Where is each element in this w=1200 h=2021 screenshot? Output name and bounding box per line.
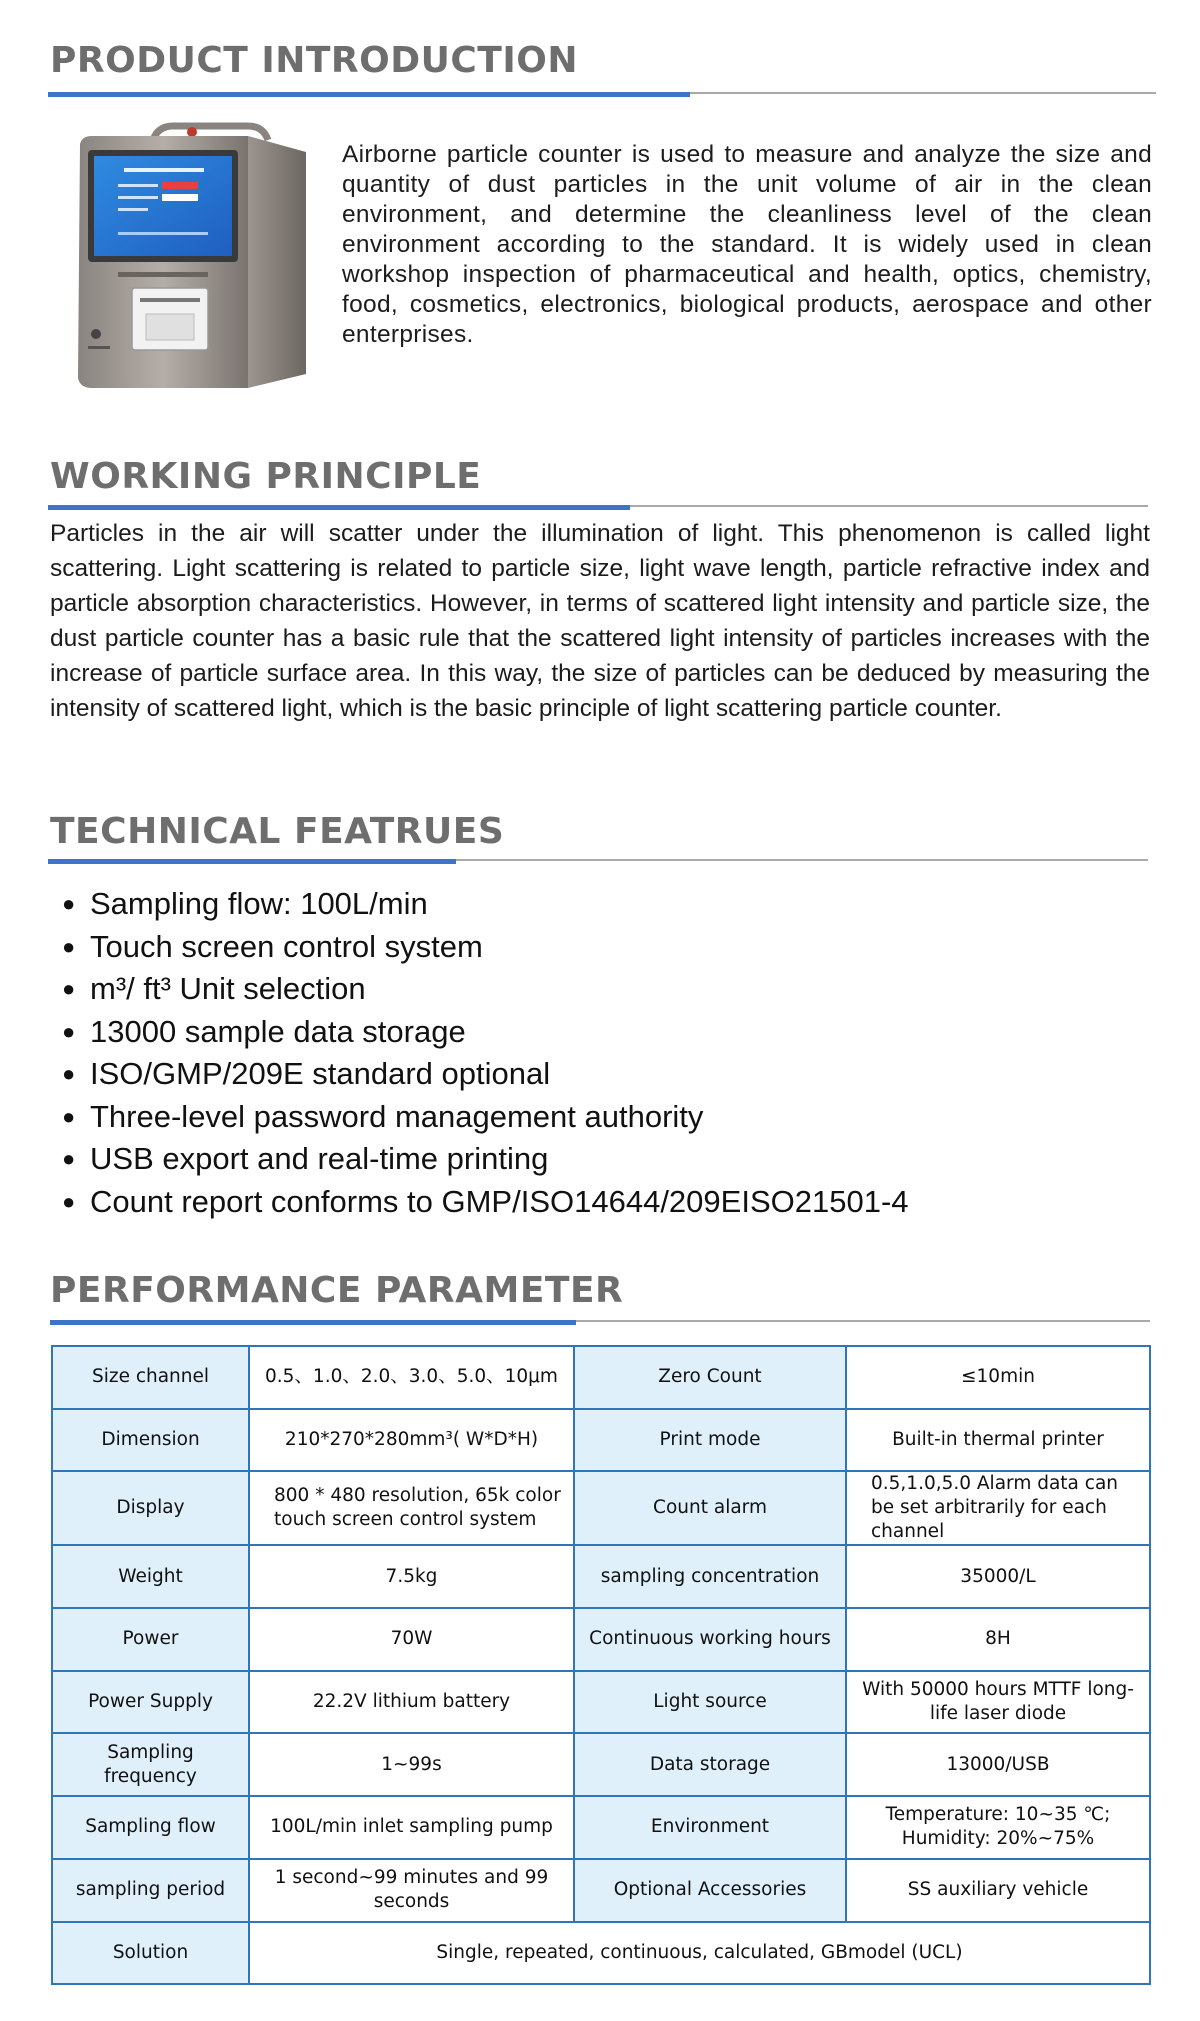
param-value-cell: SS auxiliary vehicle — [846, 1859, 1150, 1922]
feature-text: Touch screen control system — [90, 928, 483, 964]
param-label-cell: Size channel — [52, 1346, 249, 1409]
performance-divider-accent — [50, 1320, 576, 1325]
feature-text: Three-level password management authority — [90, 1098, 704, 1134]
performance-section-title: PERFORMANCE PARAMETER — [50, 1270, 624, 1311]
param-label-cell: Light source — [574, 1671, 846, 1734]
table-row — [52, 1671, 1150, 1734]
param-label-cell: Weight — [52, 1545, 249, 1608]
feature-text: USB export and real-time printing — [90, 1141, 549, 1176]
features-section-title: TECHNICAL FEATRUES — [50, 811, 505, 852]
feature-text: 13000 sample data storage — [90, 1013, 466, 1049]
particle-counter-image — [58, 122, 318, 392]
intro-section-title: PRODUCT INTRODUCTION — [50, 40, 578, 81]
param-label-cell: sampling concentration — [574, 1545, 846, 1608]
principle-section-title: WORKING PRINCIPLE — [50, 456, 482, 497]
bullet-icon: ● — [62, 976, 76, 1001]
performance-table — [51, 1345, 1151, 1985]
param-value-cell: 8H — [846, 1608, 1150, 1671]
feature-item — [62, 1181, 1162, 1224]
param-value-cell: 7.5kg — [249, 1545, 574, 1608]
feature-item — [62, 968, 1162, 1011]
table-row — [52, 1409, 1150, 1472]
param-value-cell: 0.5、1.0、2.0、3.0、5.0、10μm — [249, 1346, 574, 1409]
table-row — [52, 1608, 1150, 1671]
table-row — [52, 1346, 1150, 1409]
principle-divider-accent — [48, 505, 630, 510]
bullet-icon: ● — [62, 1061, 76, 1086]
param-value-cell: With 50000 hours MTTF long-life laser diode — [846, 1671, 1150, 1734]
table-row — [52, 1922, 1150, 1985]
param-label-cell: Environment — [574, 1796, 846, 1859]
features-divider-accent — [48, 859, 456, 864]
param-value-cell: 100L/min inlet sampling pump — [249, 1796, 574, 1859]
param-value-cell: ≤10min — [846, 1346, 1150, 1409]
param-value-cell: Single, repeated, continuous, calculated, GBmodel (UCL) — [249, 1922, 1150, 1985]
param-label-cell: Dimension — [52, 1409, 249, 1472]
feature-text: Sampling flow: 100L/min — [90, 886, 428, 921]
bullet-icon: ● — [62, 1103, 76, 1129]
principle-paragraph: Particles in the air will scatter under the illumination of light. This phenomenon is called light scattering. Light scattering is related to particle size, light wave length, particle refractive index and particle absorption characteristics. However, in terms of scattered light intensity and particle size, the dust particle counter has a basic rule that the scattered light intensity of particles increases with the increase of particle surface area. In this way, the size of particles can be deduced by measuring the intensity of scattered light, which is the basic principle of light scattering particle counter. — [50, 520, 1150, 722]
param-label-cell: Sampling frequency — [52, 1733, 249, 1796]
intro-divider-accent — [48, 92, 690, 97]
param-value-cell: 800 * 480 resolution, 65k color touch screen control system — [249, 1471, 574, 1545]
param-value-cell: 22.2V lithium battery — [249, 1671, 574, 1734]
param-label-cell: Print mode — [574, 1409, 846, 1472]
bullet-icon: ● — [62, 891, 76, 916]
param-label-cell: Display — [52, 1471, 249, 1545]
bullet-icon: ● — [62, 1146, 76, 1171]
param-value-cell: Temperature: 10~35 ℃; Humidity: 20%~75% — [846, 1796, 1150, 1859]
features-list — [62, 883, 1162, 1223]
bullet-icon: ● — [62, 1018, 76, 1044]
param-value-cell: 210*270*280mm³( W*D*H) — [249, 1409, 574, 1472]
table-row — [52, 1545, 1150, 1608]
param-label-cell: Continuous working hours — [574, 1608, 846, 1671]
bullet-icon: ● — [62, 933, 76, 959]
param-label-cell: Data storage — [574, 1733, 846, 1796]
feature-item — [62, 1138, 1162, 1181]
feature-text: ISO/GMP/209E standard optional — [90, 1056, 551, 1091]
table-row — [52, 1471, 1150, 1545]
param-value-cell: 70W — [249, 1608, 574, 1671]
feature-text: m³/ ft³ Unit selection — [90, 971, 366, 1006]
feature-item — [62, 926, 1162, 969]
feature-item — [62, 1053, 1162, 1096]
param-value-cell: Built-in thermal printer — [846, 1409, 1150, 1472]
param-value-cell: 35000/L — [846, 1545, 1150, 1608]
param-label-cell: Optional Accessories — [574, 1859, 846, 1922]
table-row — [52, 1796, 1150, 1859]
param-value-cell: 1 second~99 minutes and 99 seconds — [249, 1859, 574, 1922]
param-value-cell: 0.5,1.0,5.0 Alarm data can be set arbitrarily for each channel — [846, 1471, 1150, 1545]
feature-item — [62, 883, 1162, 926]
param-label-cell: Sampling flow — [52, 1796, 249, 1859]
param-label-cell: Power — [52, 1608, 249, 1671]
bullet-icon: ● — [62, 1188, 76, 1214]
param-label-cell: Count alarm — [574, 1471, 846, 1545]
intro-paragraph: Airborne particle counter is used to measure and analyze the size and quantity of dust particles in the unit volume of air in the clean environment, and determine the cleanliness level of the clean environment according to the standard. It is widely used in clean workshop inspection of pharmaceutical and health, optics, chemistry, food, cosmetics, electronics, biological products, aerospace and other enterprises. — [342, 141, 1152, 348]
table-row — [52, 1859, 1150, 1922]
table-row — [52, 1733, 1150, 1796]
param-label-cell: Zero Count — [574, 1346, 846, 1409]
param-value-cell: 13000/USB — [846, 1733, 1150, 1796]
feature-text: Count report conforms to GMP/ISO14644/209EISO21501-4 — [90, 1183, 909, 1219]
param-value-cell: 1~99s — [249, 1733, 574, 1796]
feature-item — [62, 1096, 1162, 1139]
param-label-cell: Power Supply — [52, 1671, 249, 1734]
param-label-cell: sampling period — [52, 1859, 249, 1922]
param-label-cell: Solution — [52, 1922, 249, 1985]
feature-item — [62, 1011, 1162, 1054]
